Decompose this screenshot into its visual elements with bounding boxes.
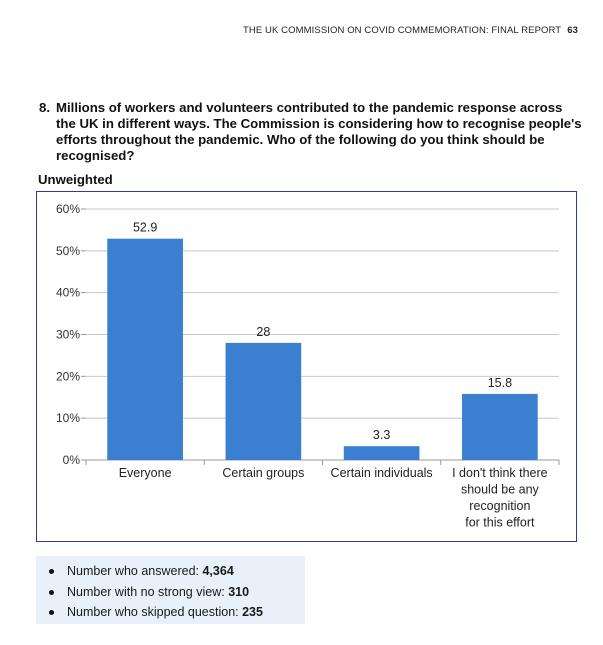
running-header xyxy=(243,25,578,36)
x-tick-label xyxy=(452,466,548,530)
x-tick-label-line: for this effort xyxy=(465,515,535,530)
y-tick-label: 40% xyxy=(55,285,80,300)
x-tick-label-line: recognition xyxy=(469,499,531,513)
data-label: 3.3 xyxy=(372,428,391,443)
x-tick-label-line: Certain individuals xyxy=(330,466,433,480)
x-tick-label-line: Certain groups xyxy=(222,466,305,480)
question-block xyxy=(39,100,584,164)
stats-item xyxy=(48,582,305,603)
page-number: 63 xyxy=(567,25,578,36)
bar-chart xyxy=(37,192,576,541)
stats-value: 235 xyxy=(242,605,263,619)
chart-subtitle: Unweighted xyxy=(38,172,113,187)
x-tick-label xyxy=(222,466,304,480)
stats-label: Number who answered: xyxy=(67,564,203,578)
bar xyxy=(226,343,302,460)
x-tick-label xyxy=(119,466,172,480)
question-number: 8. xyxy=(39,100,50,115)
y-tick-label: 10% xyxy=(55,411,80,426)
response-stats-box xyxy=(36,556,305,624)
bar xyxy=(107,239,183,460)
stats-label: Number with no strong view: xyxy=(67,584,229,599)
x-tick-label-line: Everyone xyxy=(118,466,172,480)
x-tick-label xyxy=(331,466,433,480)
stats-item xyxy=(48,561,305,582)
data-label: 15.8 xyxy=(487,375,513,390)
data-label: 52.9 xyxy=(132,220,158,235)
stats-label: Number who skipped question: xyxy=(67,605,243,619)
y-tick-label: 60% xyxy=(55,202,80,216)
x-tick-label-line: I don't think there xyxy=(452,466,548,480)
data-label: 28 xyxy=(256,324,271,339)
y-tick-label: 50% xyxy=(55,243,80,258)
bar xyxy=(462,394,538,460)
y-tick-label: 20% xyxy=(55,369,80,384)
report-title: THE UK COMMISSION ON COVID COMMEMORATION: FINAL REPORT xyxy=(243,25,562,36)
stats-value: 310 xyxy=(228,584,250,599)
y-tick-label: 0% xyxy=(62,453,80,467)
stats-value: 4,364 xyxy=(202,564,234,578)
stats-item xyxy=(48,602,305,623)
bar xyxy=(344,446,420,460)
y-tick-label: 30% xyxy=(55,327,80,342)
x-tick-label-line: should be any xyxy=(460,482,539,497)
question-text: Millions of workers and volunteers contributed to the pandemic response across the UK in different ways. The Commission is considering how to recognise people's efforts throughout the pandemic. Who of the following do you think should be recognised? xyxy=(56,100,582,163)
stats-list xyxy=(48,561,305,623)
chart-frame xyxy=(36,191,577,542)
